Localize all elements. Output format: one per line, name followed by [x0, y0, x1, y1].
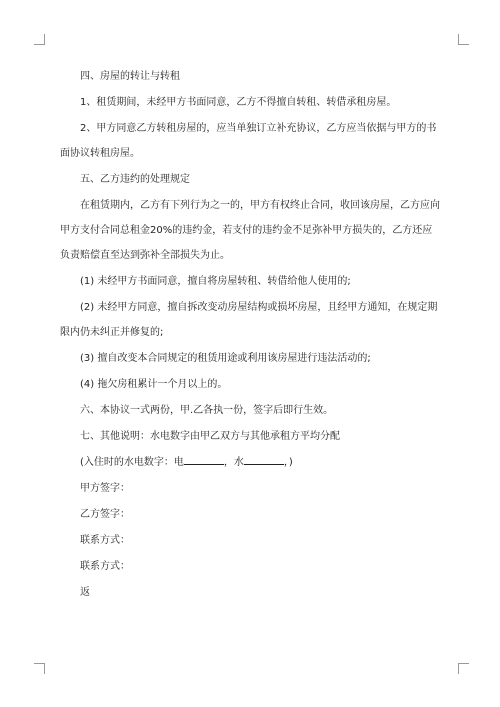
contact-2: 联系方式：: [80, 561, 130, 572]
meter-reading-line: [60, 450, 442, 475]
breach-item-1: (1) 未经甲方书面同意，擅自将房屋转租、转借给他人使用的;: [80, 276, 351, 287]
clause-2: 2、甲方同意乙方转租房屋的，应当单独订立补充协议，乙方应当依据与甲方的书面协议转租房屋。: [60, 123, 437, 159]
water-blank[interactable]: [244, 453, 284, 465]
party-a-signature: 甲方签字：: [80, 483, 130, 494]
breach-item-2: (2) 未经甲方同意，擅自拆改变动房屋结构或损坏房屋，且经甲方通知，在规定期限内仍未纠正并修复的;: [60, 302, 438, 338]
document-body: [60, 64, 442, 605]
section-heading-breach: 五、乙方违约的处理规定: [80, 174, 190, 185]
crop-mark-top-right: [458, 34, 469, 45]
breach-paragraph: 在租赁期内，乙方有下列行为之一的，甲方有权终止合同，收回该房屋，乙方应向甲方支付合同总租金20%的违约金，若支付的违约金不足弥补甲方损失的，乙方还应负责赔偿直至达到弥补全部损失为止。: [60, 200, 440, 261]
clause-1: 1、租赁期间，未经甲方书面同意，乙方不得擅自转租、转借承租房屋。: [80, 97, 397, 108]
section-seven: 七、其他说明：水电数字由甲乙双方与其他承租方平均分配: [80, 431, 340, 442]
electricity-blank[interactable]: [184, 453, 224, 465]
crop-mark-bottom-left: [34, 663, 45, 674]
section-heading-transfer: 四、房屋的转让与转租: [80, 71, 180, 82]
meter-suffix: ，): [283, 457, 293, 468]
contact-1: 联系方式：: [80, 535, 130, 546]
meter-middle: ，水: [223, 457, 244, 468]
breach-item-4: (4) 拖欠房租累计一个月以上的。: [80, 379, 228, 390]
party-b-signature: 乙方签字：: [80, 509, 130, 520]
footer-text: 返: [80, 587, 90, 598]
crop-mark-bottom-right: [458, 663, 469, 674]
meter-prefix: (入住时的水电数字：电: [80, 457, 184, 468]
crop-mark-top-left: [34, 34, 45, 45]
breach-item-3: (3) 擅自改变本合同规定的租赁用途或利用该房屋进行违法活动的;: [80, 353, 371, 364]
section-six: 六、本协议一式两份，甲.乙各执一份，签字后即行生效。: [80, 405, 334, 416]
